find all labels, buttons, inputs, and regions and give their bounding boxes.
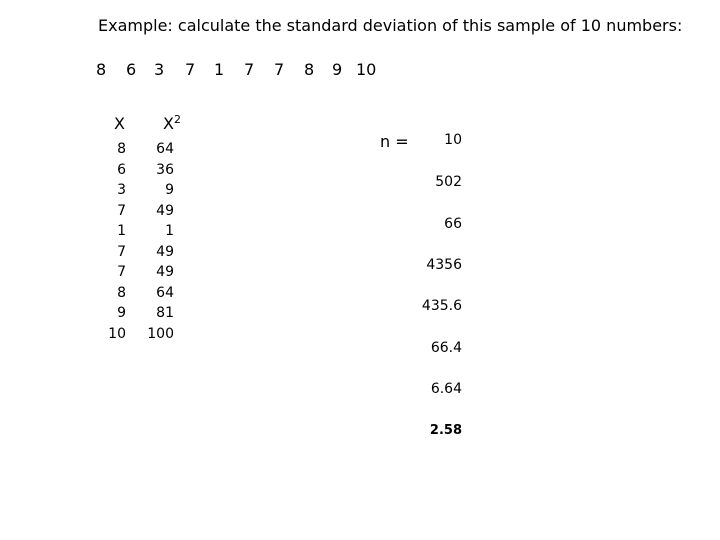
- x-squared-value: 100: [147, 325, 174, 342]
- sample-number: 7: [185, 60, 196, 79]
- sample-number: 7: [274, 60, 285, 79]
- x-squared-column-header: [163, 114, 181, 133]
- x-squared-exponent: 2: [173, 113, 181, 126]
- x-squared-value: 64: [156, 141, 174, 157]
- result-variance: 6.64: [430, 381, 462, 397]
- x-value: 3: [117, 182, 126, 198]
- x-value: 6: [117, 161, 126, 178]
- x-squared-value: 49: [156, 264, 174, 280]
- sample-number: 1: [214, 60, 225, 79]
- page-title: Example: calculate the standard deviation of this sample of 10 numbers:: [98, 16, 683, 35]
- sample-number: 7: [244, 60, 255, 79]
- result-n: 10: [444, 132, 462, 148]
- result-difference: 66.4: [430, 340, 462, 356]
- x-squared-value: 9: [165, 182, 174, 198]
- sample-numbers: [92, 60, 392, 82]
- x-squared-value: 49: [156, 202, 174, 219]
- n-label: n =: [380, 132, 409, 151]
- x-value: 7: [117, 202, 126, 219]
- x-squared-value: 36: [156, 161, 174, 178]
- sample-number: 3: [154, 60, 165, 79]
- sample-number: 8: [304, 60, 315, 79]
- x-squared-value: 49: [156, 243, 174, 260]
- x-squared-values-column: [132, 140, 174, 345]
- x-value: 7: [117, 264, 126, 280]
- x-value: 8: [117, 284, 126, 301]
- x-value: 10: [108, 325, 126, 342]
- x-column-header: X: [114, 114, 125, 133]
- result-sum-x-squared-total: 4356: [426, 257, 462, 273]
- x-value: 7: [117, 243, 126, 260]
- x-squared-value: 64: [156, 284, 174, 301]
- sample-number: 10: [356, 60, 377, 79]
- result-standard-deviation: 2.58: [429, 423, 462, 438]
- x-squared-base: X: [163, 114, 174, 133]
- x-squared-value: 1: [165, 223, 174, 239]
- sample-number: 6: [126, 60, 137, 79]
- x-value: 1: [117, 223, 126, 239]
- sample-number: 8: [96, 60, 107, 79]
- x-values-column: [86, 140, 126, 345]
- result-sum-x-squared: 66: [444, 216, 462, 232]
- x-value: 9: [117, 305, 126, 321]
- result-sum-x: 502: [435, 174, 462, 190]
- x-squared-value: 81: [156, 305, 174, 321]
- sample-number: 9: [332, 60, 343, 79]
- result-mean-term: 435.6: [421, 298, 462, 314]
- x-value: 8: [117, 141, 126, 157]
